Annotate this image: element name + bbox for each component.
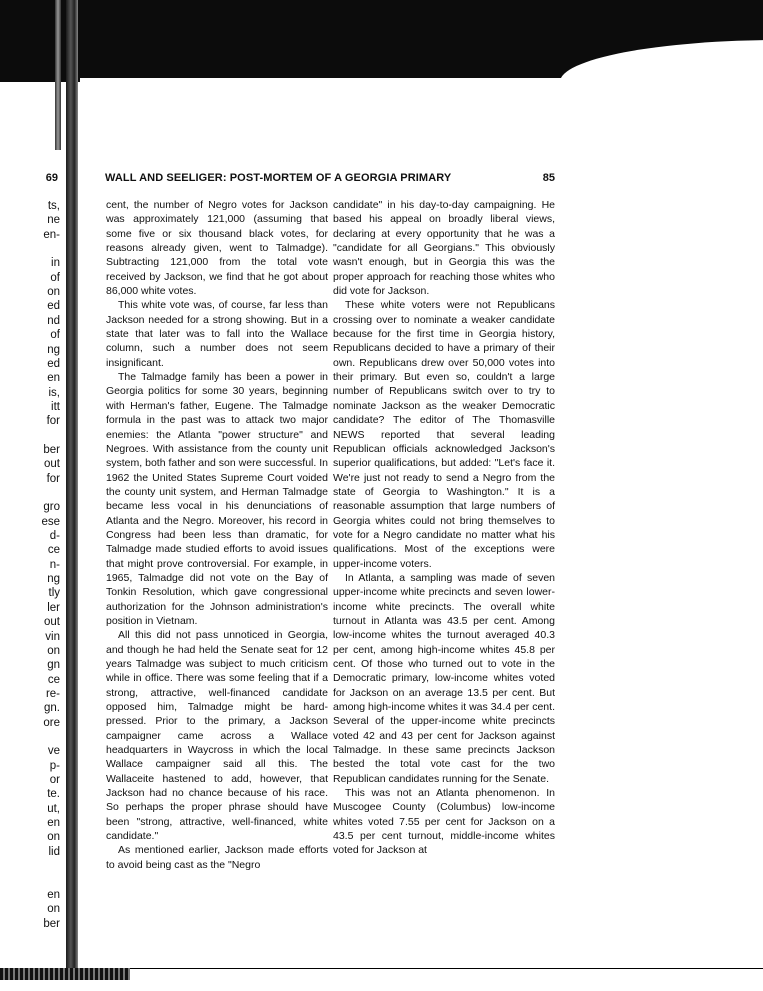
left-page-fragment: lid [48, 845, 60, 858]
scan-binding-highlight [55, 0, 61, 150]
left-page-fragment: for [46, 472, 60, 485]
left-page-fragment: ce [47, 544, 60, 557]
left-page-fragment: is, [48, 386, 60, 399]
left-page-fragment: n- [49, 558, 60, 571]
left-page-fragment: out [44, 458, 60, 471]
paragraph: cent, the number of Negro votes for Jackson was approximately 121,000 (assuming that some five or six thousand black votes, for reasons already given, went to Talmadge). Subtracting 121,000 from the total vote received by Jackson, we find that he got about 86,000 white votes. [106, 199, 328, 298]
paragraph: These white voters were not Republicans crossing over to nominate a weaker candidate because for the first time in Georgia history, Republicans decided to have a primary of their own. Republicans drew over 50,000 votes into their primary. But even so, couldn't a large number of Republicans switch over to try to nominate Jackson as the weaker Democratic candidate? The editor of The Thomasville NEWS reported that several leading Republican officials acknowledged Jackson's superior qualifications, but added: "Let's face it. We're just not ready to send a Negro from the state of Georgia to Washington." It is a reasonable assumption that large numbers of Georgia whites could not bring themselves to vote for a Negro candidate no matter what his qualifications. Most of the exceptions were upper-income voters. [333, 299, 555, 570]
left-page-fragment: gro [43, 501, 60, 514]
left-page-fragment: re- [45, 687, 60, 700]
scan-bottom-dark-strip [0, 968, 130, 980]
left-page-fragment: ng [47, 343, 60, 356]
left-page-fragment: ese [41, 515, 60, 528]
paragraph: As mentioned earlier, Jackson made efforts to avoid being cast as the "Negro [106, 844, 328, 871]
left-page-fragment: ng [47, 573, 60, 586]
left-page-fragment: ore [43, 716, 60, 729]
left-page-fragment: vin [45, 630, 60, 643]
left-page-fragment: gn. [44, 702, 60, 715]
page-number: 85 [542, 172, 555, 184]
left-page-number: 69 [45, 172, 58, 184]
paragraph: This white vote was, of course, far less than Jackson needed for a strong showing. But in a state that later was to fall into the Wallace column, such a number does not seem insignificant. [106, 299, 328, 369]
left-page-fragment: ce [47, 673, 60, 686]
left-page-fragment: ut, [47, 802, 60, 815]
left-page-fragment: ber [43, 917, 60, 930]
book-binding-gutter [66, 0, 78, 990]
paragraph: The Talmadge family has been a power in Georgia politics for some 30 years, beginning with Herman's father, Eugene. The Talmadge formula in the past was to attack two major enemies: the Atlanta "power structure" and Negroes. With assistance from the county unit system, both father and son were successful. In 1962 the United States Supreme Court voided the county unit system, and Herman Talmadge became less vocal in his denunciations of Atlanta and the Negro. Moreover, his record in Congress had been less than dramatic, for Talmadge made studied efforts to avoid issues that might prove controversial. For example, in 1965, Talmadge did not vote on the Bay of Tonkin Resolution, which gave congressional authorization for the Johnson administration's position in Vietnam. [106, 371, 328, 627]
paragraph: All this did not pass unnoticed in Georgia, and though he had held the Senate seat for 12 years Talmadge was subject to much criticism while in office. There was some feeling that if a strong, attractive, well-financed candidate opposed him, Talmadge might be hard-pressed. Prior to the primary, a Jackson campaigner came across a Wallace headquarters in Waycross in which the local Wallace campaigner said all this. The Wallaceite hastened to add, however, that Jackson had no chance because of his race. So perhaps the proper phrase should have been "strong, attractive, well-financed, white candidate." [106, 629, 328, 843]
left-page-fragment: en- [43, 228, 60, 241]
left-page-fragment: of [50, 329, 60, 342]
left-page-fragment: or [49, 774, 60, 786]
left-page-fragment: en [47, 888, 60, 901]
left-page-fragment: itt [51, 400, 60, 413]
right-text-column [333, 198, 555, 858]
left-page-fragment: ler [47, 601, 60, 614]
running-header [105, 172, 555, 188]
left-page-fragment: on [47, 644, 60, 657]
scan-top-edge [80, 78, 763, 90]
left-page-fragment: p- [49, 759, 60, 772]
left-page-fragment: ber [43, 443, 60, 456]
left-page-fragment: nd [47, 314, 60, 327]
left-page-fragment: ed [47, 300, 60, 313]
left-page-fragment: d- [49, 530, 60, 543]
left-page-fragment: in [51, 257, 60, 270]
left-text-column [106, 198, 328, 872]
left-page-fragment: en [47, 817, 60, 830]
paragraph: This was not an Atlanta phenomenon. In Muscogee County (Columbus) low-income whites voted 7.55 per cent for Jackson on a 43.5 per cent turnout, middle-income whites voted for Jackson at [333, 787, 555, 857]
left-page-fragment: of [50, 271, 60, 284]
left-page-fragment: out [44, 616, 60, 629]
left-page-fragment: ne [47, 214, 60, 227]
left-page-fragment: ts, [47, 200, 60, 212]
left-page-fragment: ed [47, 357, 60, 370]
left-page-fragment: te. [47, 788, 60, 801]
left-page-fragment: en [47, 372, 60, 385]
left-page-fragment: on [47, 831, 60, 844]
left-page-fragment: on [47, 903, 60, 916]
paragraph: In Atlanta, a sampling was made of seven upper-income white precincts and seven lower-income white precincts. The overall white turnout in Atlanta was 43.5 per cent. Among low-income whites the turnout averaged 40.3 per cent, among high-income whites 45.8 per cent. Of those who turned out to vote in the Democratic primary, low-income whites voted for Jackson on an average 13.5 per cent. But among high-income whites it was 34.4 per cent. Several of the upper-income white precincts voted 42 and 43 per cent for Jackson against Talmadge. In these same precincts Jackson bested the total vote cast for the two Republican candidates running for the Senate. [333, 571, 555, 785]
paragraph: candidate" in his day-to-day campaigning. He based his appeal on broadly liberal views, declaring at every opportunity that he was a "candidate for all Georgians." This obviously wasn't enough, but in Georgia this was the proper approach for reaching those whites who did vote for Jackson. [333, 199, 555, 298]
left-page-fragment: on [47, 286, 60, 299]
left-page-fragment: ve [47, 745, 60, 758]
left-page-fragment: tly [48, 587, 60, 600]
left-page-fragment: for [46, 415, 60, 428]
running-title: WALL AND SEELIGER: POST-MORTEM OF A GEORGIA PRIMARY [105, 172, 452, 184]
left-page-fragment: gn [47, 659, 60, 672]
